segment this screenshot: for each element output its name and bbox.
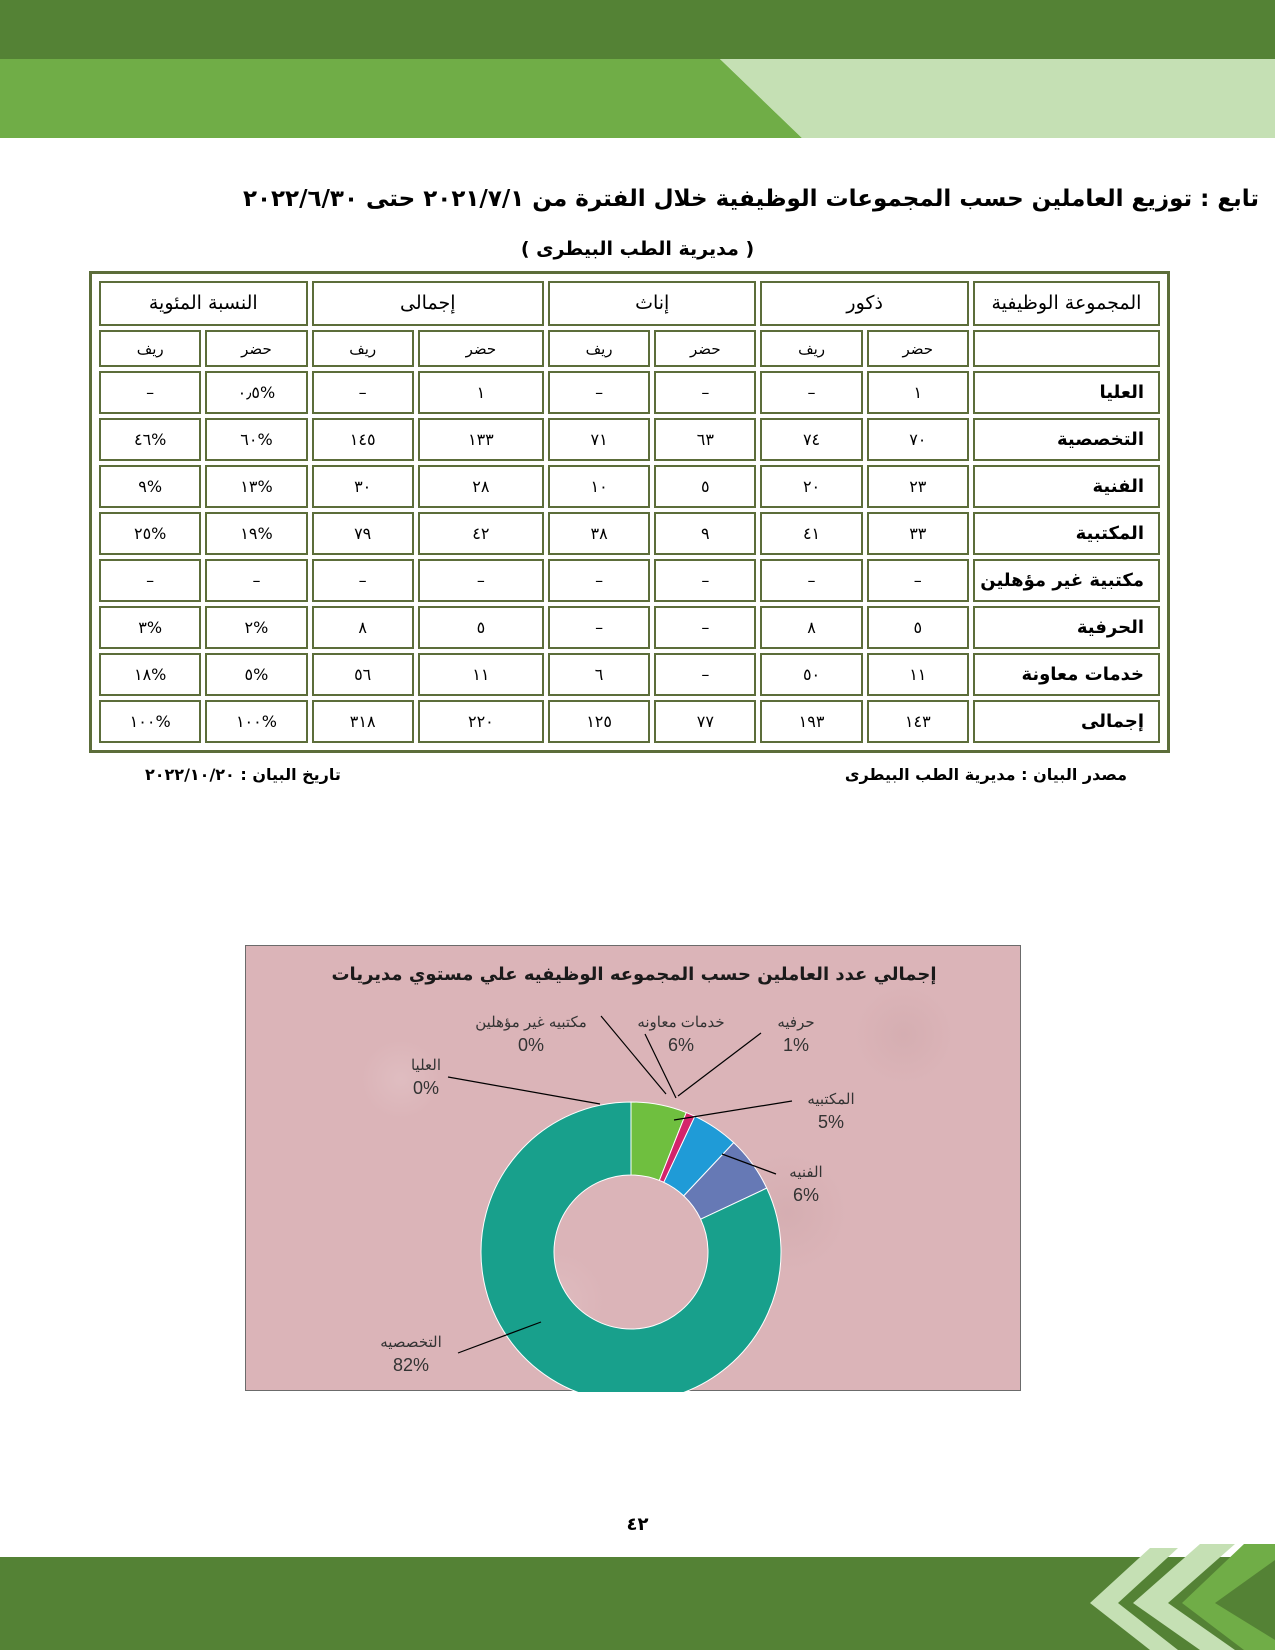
subheader-cell: ريف <box>312 330 414 368</box>
table-total-row <box>99 700 1160 743</box>
table-corner-header: المجموعة الوظيفية <box>973 281 1160 326</box>
data-table <box>95 277 1164 747</box>
row-label: الفنية <box>973 465 1160 508</box>
table-row <box>99 418 1160 461</box>
header-green-band <box>0 59 802 138</box>
table-cell: ٨ <box>760 606 862 649</box>
subheader-cell: ريف <box>99 330 201 368</box>
data-table-frame <box>89 271 1170 753</box>
subheader-cell: ريف <box>548 330 650 368</box>
data-label-name: المكتبيه <box>807 1091 855 1108</box>
group-header-percentage: النسبة المئوية <box>99 281 308 326</box>
table-cell: – <box>205 559 307 602</box>
table-cell: ١٤٥ <box>312 418 414 461</box>
footer-chevron-green <box>1182 1544 1275 1650</box>
table-cell: – <box>548 371 650 414</box>
table-subheader-row <box>99 330 1160 368</box>
table-cell: ٣١٨ <box>312 700 414 743</box>
table-cell: ١ <box>867 371 969 414</box>
table-cell: %١٩ <box>205 512 307 555</box>
table-row <box>99 606 1160 649</box>
row-label: المكتبية <box>973 512 1160 555</box>
table-cell: ٧٠ <box>867 418 969 461</box>
table-cell: %٥ <box>205 653 307 696</box>
header-light-band <box>720 59 1275 138</box>
table-cell: %٦٠ <box>205 418 307 461</box>
table-cell: %٤٦ <box>99 418 201 461</box>
data-label-name: العليا <box>410 1057 442 1074</box>
table-cell: ٧٩ <box>312 512 414 555</box>
page-number: ٤٢ <box>626 1514 649 1535</box>
table-cell: – <box>760 559 862 602</box>
data-label-unqualified <box>451 1012 611 1056</box>
table-cell: – <box>654 559 756 602</box>
table-cell: ٣٠ <box>312 465 414 508</box>
table-cell: ١٠ <box>548 465 650 508</box>
data-label-value: 5% <box>817 1112 844 1132</box>
subheader-empty <box>973 330 1160 368</box>
table-cell: %٩ <box>99 465 201 508</box>
table-cell: ٣٨ <box>548 512 650 555</box>
table-cell: ١٤٣ <box>867 700 969 743</box>
footer-dark-band <box>0 1557 1275 1650</box>
table-cell: ٣٣ <box>867 512 969 555</box>
table-cell: ٢٢٠ <box>418 700 544 743</box>
table-cell: %٠٫٥ <box>205 371 307 414</box>
subheader-cell: حضر <box>205 330 307 368</box>
table-row <box>99 653 1160 696</box>
footer-chevron-light-outer <box>1133 1544 1235 1650</box>
data-label-clerical <box>781 1089 881 1133</box>
row-label: مكتبية غير مؤهلين <box>973 559 1160 602</box>
chart-title: إجمالي عدد العاملين حسب المجموعه الوظيفيه علي مستوي مديريات <box>331 964 937 985</box>
row-label: العليا <box>973 371 1160 414</box>
table-header-row <box>99 281 1160 326</box>
table-cell: ٢٨ <box>418 465 544 508</box>
table-cell: ١٩٣ <box>760 700 862 743</box>
table-cell: ٥ <box>418 606 544 649</box>
chart-box <box>245 945 1021 1391</box>
data-label-name: التخصصيه <box>380 1334 442 1351</box>
table-cell: ٢٠ <box>760 465 862 508</box>
table-cell: – <box>312 559 414 602</box>
data-label-value: 0% <box>517 1035 544 1055</box>
table-cell: ٧٧ <box>654 700 756 743</box>
table-cell: – <box>99 371 201 414</box>
table-cell: – <box>654 606 756 649</box>
table-cell: ١١ <box>418 653 544 696</box>
data-label-value: 6% <box>667 1035 694 1055</box>
table-cell: ٩ <box>654 512 756 555</box>
table-cell: ٥ <box>867 606 969 649</box>
table-row <box>99 512 1160 555</box>
leader-line-higher <box>448 1077 600 1104</box>
data-label-name: خدمات معاونه <box>637 1014 725 1031</box>
table-cell: ٦ <box>548 653 650 696</box>
table-cell: ٤٢ <box>418 512 544 555</box>
row-label: خدمات معاونة <box>973 653 1160 696</box>
subheader-cell: حضر <box>418 330 544 368</box>
subheader-cell: ريف <box>760 330 862 368</box>
table-cell: ١٢٥ <box>548 700 650 743</box>
group-header-males: ذكور <box>760 281 968 326</box>
table-cell: %٢٥ <box>99 512 201 555</box>
table-cell: %١٠٠ <box>99 700 201 743</box>
table-cell: – <box>548 559 650 602</box>
subheader-cell: حضر <box>867 330 969 368</box>
row-label: التخصصية <box>973 418 1160 461</box>
table-cell: – <box>418 559 544 602</box>
table-cell: ١ <box>418 371 544 414</box>
table-cell: ٥٦ <box>312 653 414 696</box>
table-cell: ٥٠ <box>760 653 862 696</box>
page-title: تابع : توزيع العاملين حسب المجموعات الوظيفية خلال الفترة من ٢٠٢١/٧/١ حتى ٢٠٢٢/٦/٣٠ <box>242 186 1259 212</box>
data-label-value: 6% <box>792 1185 819 1205</box>
table-cell: – <box>654 371 756 414</box>
table-row <box>99 371 1160 414</box>
table-cell: – <box>548 606 650 649</box>
table-cell: %٣ <box>99 606 201 649</box>
table-cell: – <box>312 371 414 414</box>
table-cell: ١١ <box>867 653 969 696</box>
group-header-total: إجمالى <box>312 281 544 326</box>
data-label-name: الفنيه <box>789 1164 823 1181</box>
table-cell: ٧١ <box>548 418 650 461</box>
table-cell: ١٣٣ <box>418 418 544 461</box>
table-cell: ٦٣ <box>654 418 756 461</box>
group-header-females: إناث <box>548 281 756 326</box>
subheader-cell: حضر <box>654 330 756 368</box>
table-cell: ٥ <box>654 465 756 508</box>
row-label: الحرفية <box>973 606 1160 649</box>
data-label-crafts <box>756 1012 836 1056</box>
table-cell: ٧٤ <box>760 418 862 461</box>
data-label-value: 1% <box>782 1035 809 1055</box>
data-label-name: مكتبيه غير مؤهلين <box>475 1014 587 1031</box>
table-row <box>99 559 1160 602</box>
row-label: إجمالى <box>973 700 1160 743</box>
table-cell: ٢٣ <box>867 465 969 508</box>
header-dark-band <box>0 0 1275 59</box>
date-note: تاريخ البيان : ٢٠٢٢/١٠/٢٠ <box>145 765 341 784</box>
footer-chevron-light-inner <box>1090 1548 1178 1650</box>
header-banner <box>0 0 1275 140</box>
table-cell: %٢ <box>205 606 307 649</box>
chart-slices <box>481 1102 781 1392</box>
source-note: مصدر البيان : مديرية الطب البيطرى <box>844 765 1127 784</box>
table-cell: %١٣ <box>205 465 307 508</box>
table-cell: %١٠٠ <box>205 700 307 743</box>
table-cell: ٨ <box>312 606 414 649</box>
leader-line-clerical <box>674 1101 792 1120</box>
page-subtitle: ( مديرية الطب البيطرى ) <box>520 238 755 260</box>
table-row <box>99 465 1160 508</box>
data-label-value: 0% <box>412 1078 439 1098</box>
data-label-services <box>621 1012 741 1056</box>
data-label-name: حرفيه <box>777 1014 815 1031</box>
data-label-value: 82% <box>392 1355 430 1375</box>
table-cell: – <box>654 653 756 696</box>
data-label-higher <box>386 1055 466 1099</box>
table-cell: – <box>760 371 862 414</box>
data-label-technical <box>766 1162 846 1206</box>
table-cell: – <box>867 559 969 602</box>
data-label-specialized <box>361 1332 461 1376</box>
table-cell: %١٨ <box>99 653 201 696</box>
table-cell: ٤١ <box>760 512 862 555</box>
table-cell: – <box>99 559 201 602</box>
